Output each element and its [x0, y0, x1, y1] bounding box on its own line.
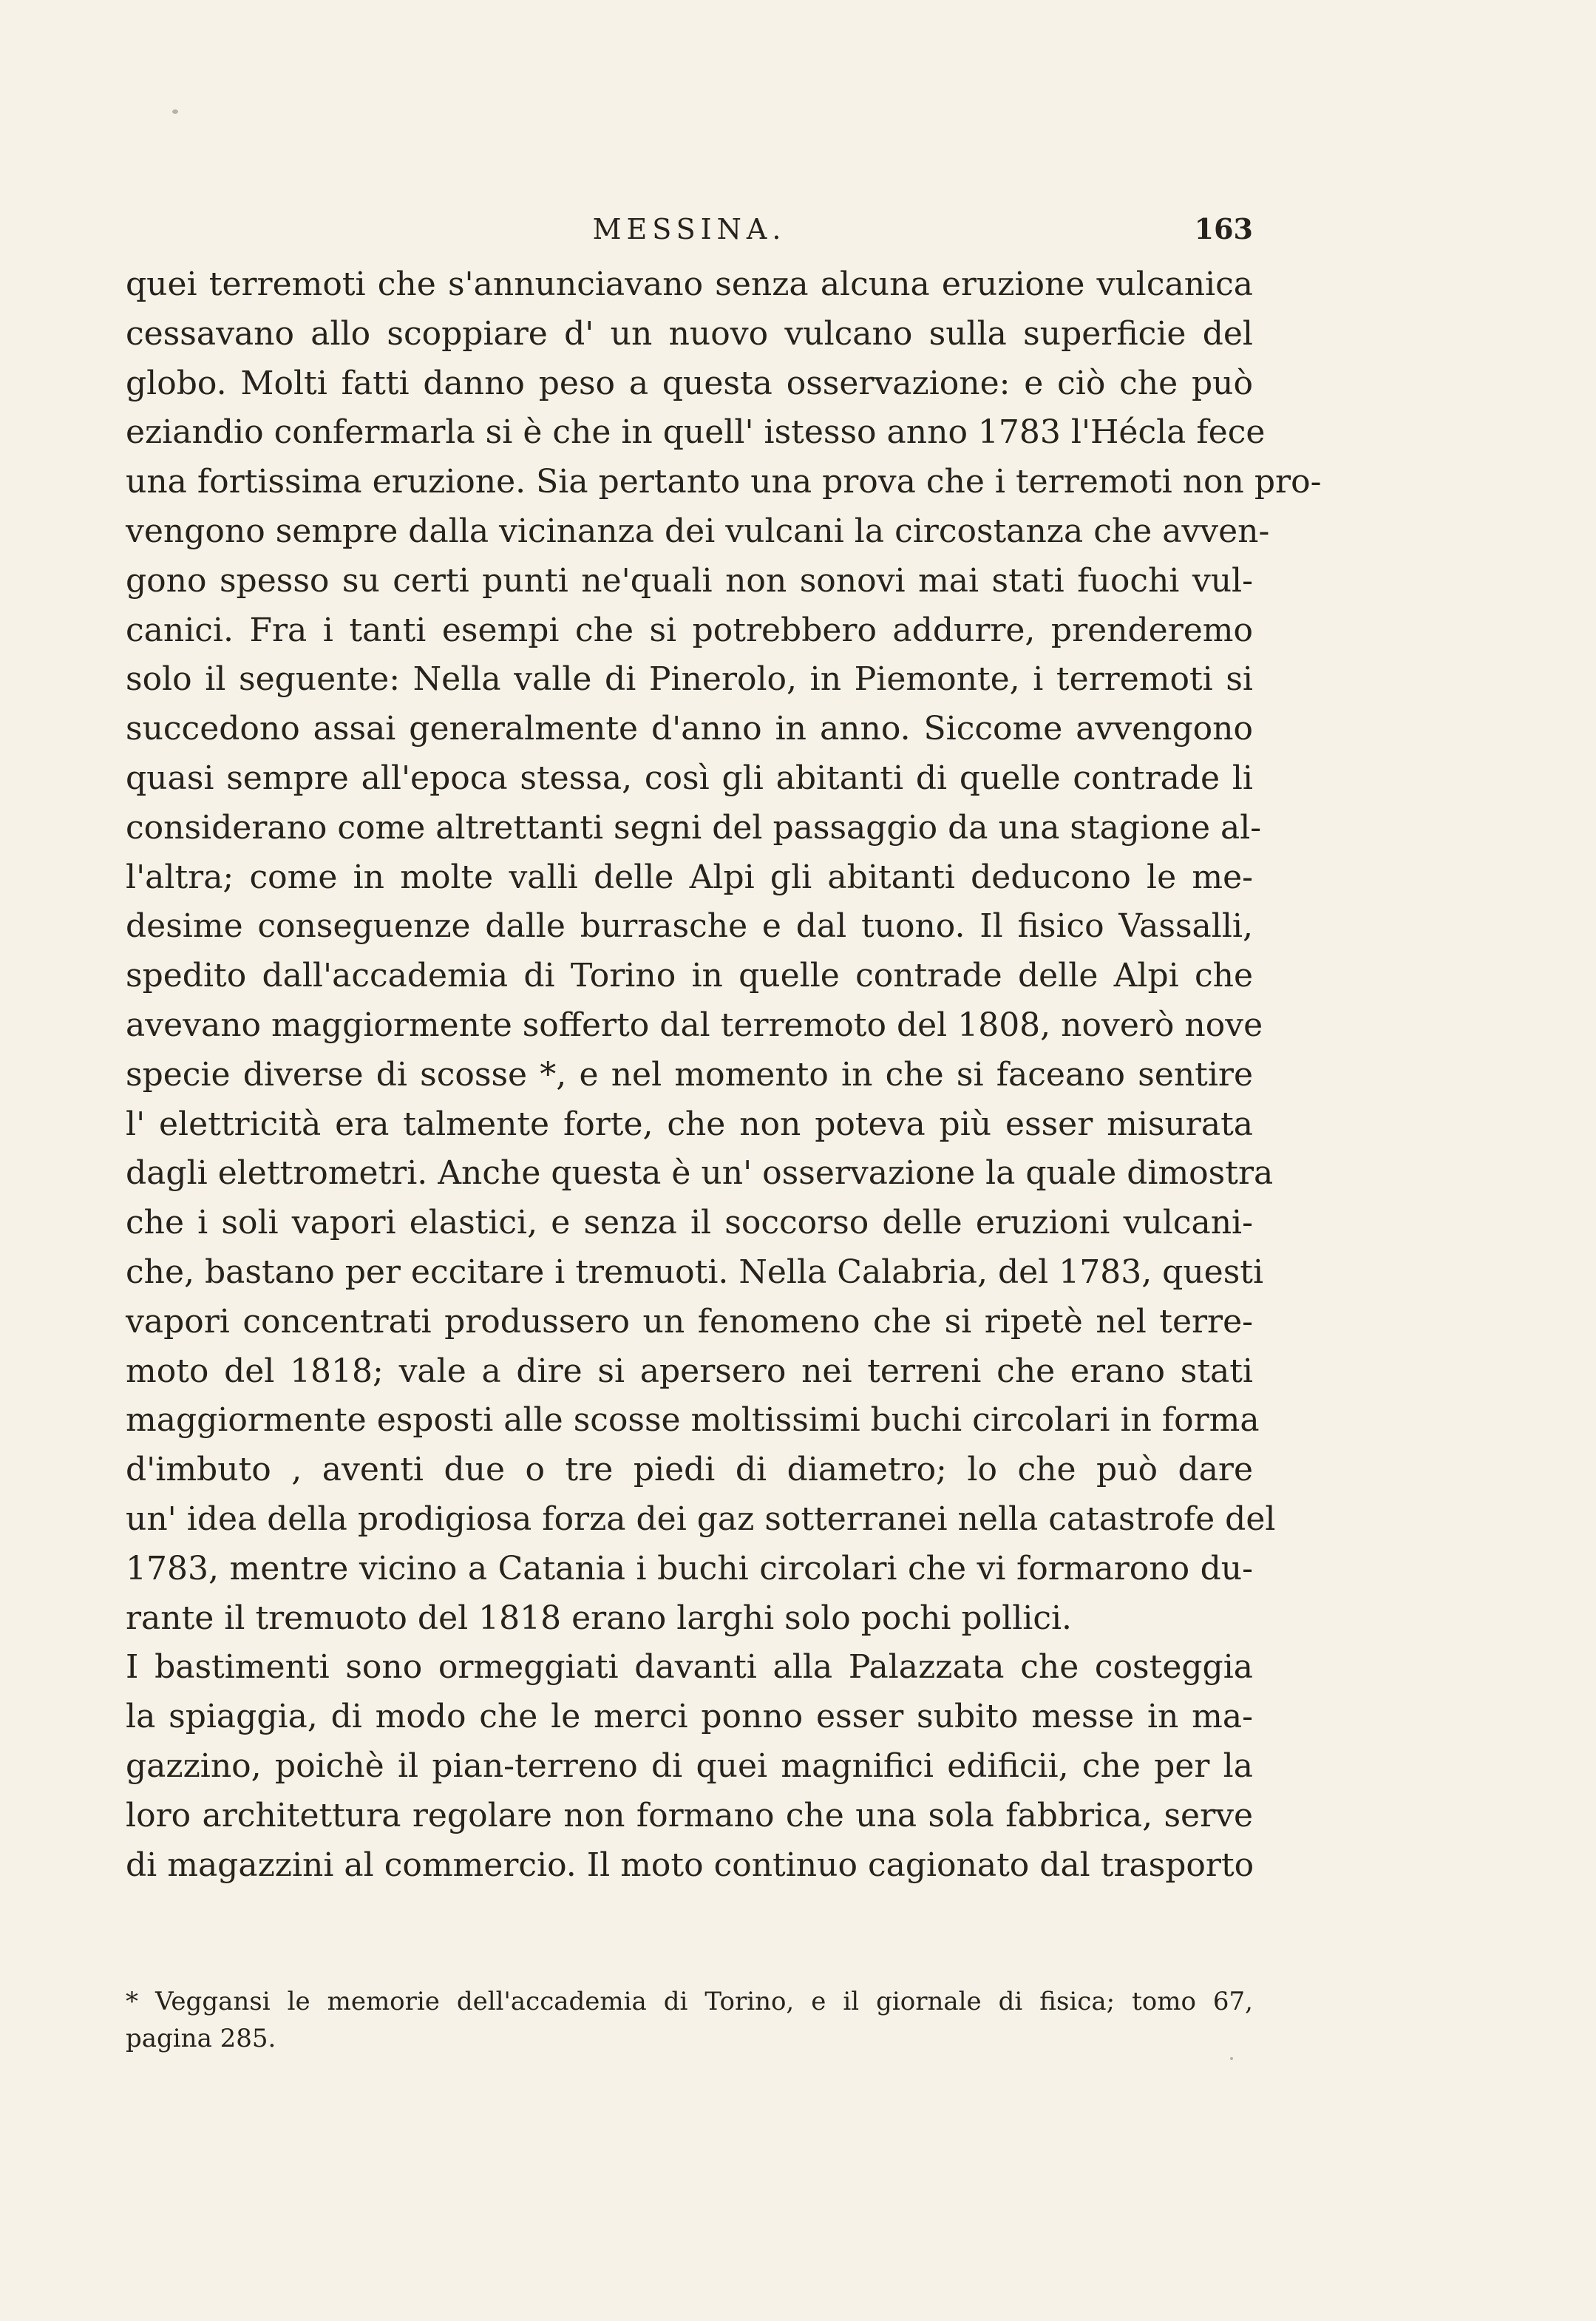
running-head: MESSINA. — [592, 213, 787, 245]
text-line: rante il tremuoto del 1818 erano larghi solo pochi pollici. — [126, 1599, 1073, 1637]
text-line: vengono sempre dalla vicinanza dei vulcani la circostanza che avven- — [126, 512, 1270, 550]
body-text — [126, 260, 1322, 1890]
text-line: desime conseguenze dalle burrasche e dal tuono. Il fisico Vassalli, — [126, 907, 1253, 946]
text-line: specie diverse di scosse *, e nel momento in che si faceano sentire — [126, 1055, 1253, 1094]
footnote-line: * Veggansi le memorie dell'accademia di Torino, e il giornale di fisica; tomo 67, — [126, 1987, 1253, 2016]
page-header — [126, 207, 1253, 251]
text-line: solo il seguente: Nella valle di Pinerolo, in Piemonte, i terremoti si — [126, 660, 1253, 699]
text-line: d'imbuto , aventi due o tre piedi di diametro; lo che può dare — [126, 1451, 1253, 1489]
text-line: di magazzini al commercio. Il moto continuo cagionato dal trasporto — [126, 1846, 1254, 1884]
text-line: eziandio confermarla si è che in quell' istesso anno 1783 l'Hécla fece — [126, 413, 1266, 452]
text-line: I bastimenti sono ormeggiati davanti alla Palazzata che costeggia — [126, 1648, 1253, 1687]
paper-speck — [1230, 2057, 1233, 2060]
text-line: globo. Molti fatti danno peso a questa osservazione: e ciò che può — [126, 364, 1253, 402]
text-line: dagli elettrometri. Anche questa è un' osservazione la quale dimostra — [126, 1154, 1274, 1193]
text-line: gono spesso su certi punti ne'quali non sonovi mai stati fuochi vul- — [126, 561, 1253, 600]
text-line: spedito dall'accademia di Torino in quelle contrade delle Alpi che — [126, 957, 1253, 995]
text-line: cessavano allo scoppiare d' un nuovo vulcano sulla superficie del — [126, 314, 1253, 353]
text-line: succedono assai generalmente d'anno in anno. Siccome avvengono — [126, 710, 1253, 748]
text-line: l'altra; come in molte valli delle Alpi gli abitanti deducono le me- — [126, 858, 1253, 896]
text-line: che, bastano per eccitare i tremuoti. Nella Calabria, del 1783, questi — [126, 1253, 1264, 1291]
text-line: avevano maggiormente sofferto dal terremoto del 1808, noverò nove — [126, 1006, 1263, 1044]
paper-speck — [172, 109, 178, 114]
text-line: loro architettura regolare non formano che una sola fabbrica, serve — [126, 1796, 1253, 1834]
text-line: maggiormente esposti alle scosse moltissimi buchi circolari in forma — [126, 1401, 1260, 1440]
text-line: moto del 1818; vale a dire si apersero nei terreni che erano stati — [126, 1352, 1253, 1390]
footnote-line: pagina 285. — [126, 2024, 276, 2053]
text-line: 1783, mentre vicino a Catania i buchi circolari che vi formarono du- — [126, 1549, 1253, 1588]
text-line: un' idea della prodigiosa forza dei gaz sotterranei nella catastrofe del — [126, 1500, 1276, 1538]
text-line: una fortissima eruzione. Sia pertanto una prova che i terremoti non pro- — [126, 463, 1322, 501]
page-number: 163 — [1194, 212, 1253, 245]
text-line: considerano come altrettanti segni del passaggio da una stagione al- — [126, 808, 1262, 847]
text-line: l' elettricità era talmente forte, che non poteva più esser misurata — [126, 1105, 1253, 1143]
text-line: la spiaggia, di modo che le merci ponno esser subito messe in ma- — [126, 1698, 1253, 1736]
text-line: quasi sempre all'epoca stessa, così gli abitanti di quelle contrade li — [126, 759, 1253, 797]
text-line: canici. Fra i tanti esempi che si potrebbero addurre, prenderemo — [126, 611, 1253, 649]
text-line: gazzino, poichè il pian-terreno di quei magnifici edificii, che per la — [126, 1746, 1253, 1785]
footnote — [126, 1983, 1253, 2057]
text-line: che i soli vapori elastici, e senza il soccorso delle eruzioni vulcani- — [126, 1204, 1253, 1242]
text-line: quei terremoti che s'annunciavano senza alcuna eruzione vulcanica — [126, 265, 1253, 303]
text-line: vapori concentrati produssero un fenomeno che si ripetè nel terre- — [126, 1302, 1253, 1341]
